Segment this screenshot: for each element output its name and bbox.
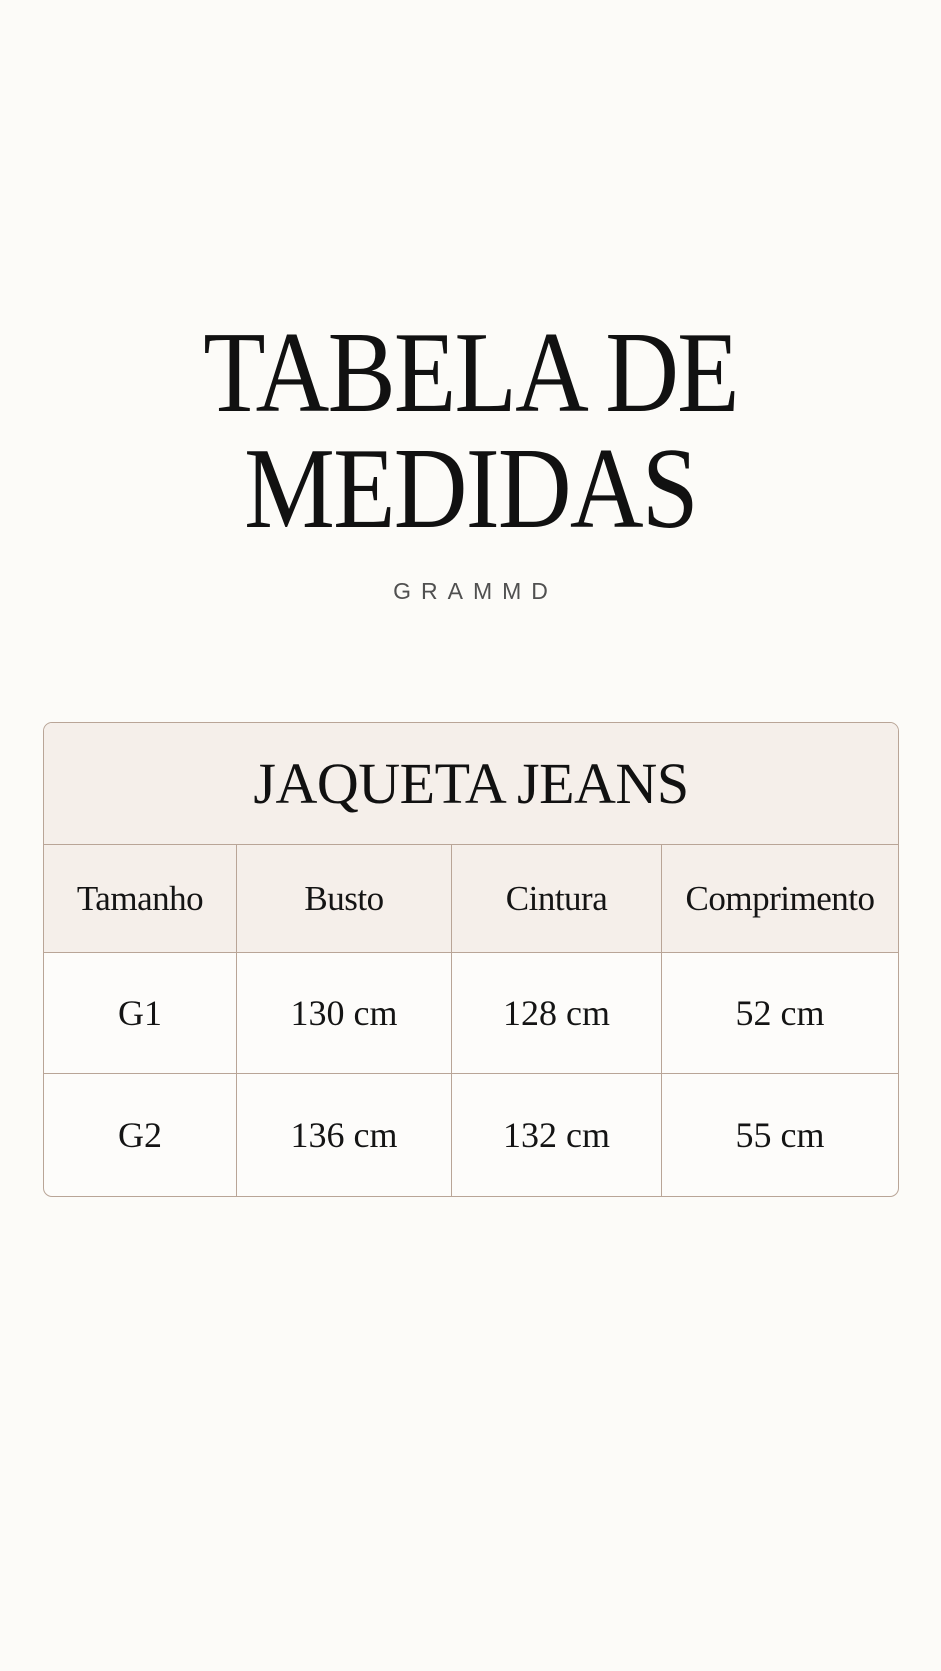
column-header-bust: Busto — [237, 845, 452, 952]
page-title-line-2: MEDIDAS — [244, 425, 697, 553]
table-row — [44, 1074, 898, 1196]
page-title-line-1: TABELA DE — [203, 309, 738, 437]
table-cell-length: 52 cm — [735, 993, 825, 1033]
table-cell-bust: 130 cm — [237, 953, 452, 1073]
table-cell-waist: 132 cm — [452, 1074, 662, 1196]
table-row — [44, 953, 898, 1074]
size-table — [43, 722, 899, 1197]
table-cell-bust: 136 cm — [237, 1074, 452, 1196]
column-header-waist: Cintura — [452, 845, 662, 952]
page-title — [0, 309, 941, 553]
table-header-row — [44, 845, 898, 953]
column-header-size: Tamanho — [44, 845, 237, 952]
table-cell-length: 55 cm — [735, 1115, 825, 1155]
brand-name: GRAMMD — [393, 578, 558, 604]
table-cell-waist: 128 cm — [452, 953, 662, 1073]
product-name: JAQUETA JEANS — [44, 723, 898, 845]
column-header-length: Comprimento — [685, 878, 875, 918]
table-cell-size: G1 — [44, 953, 237, 1073]
table-cell-size: G2 — [44, 1074, 237, 1196]
